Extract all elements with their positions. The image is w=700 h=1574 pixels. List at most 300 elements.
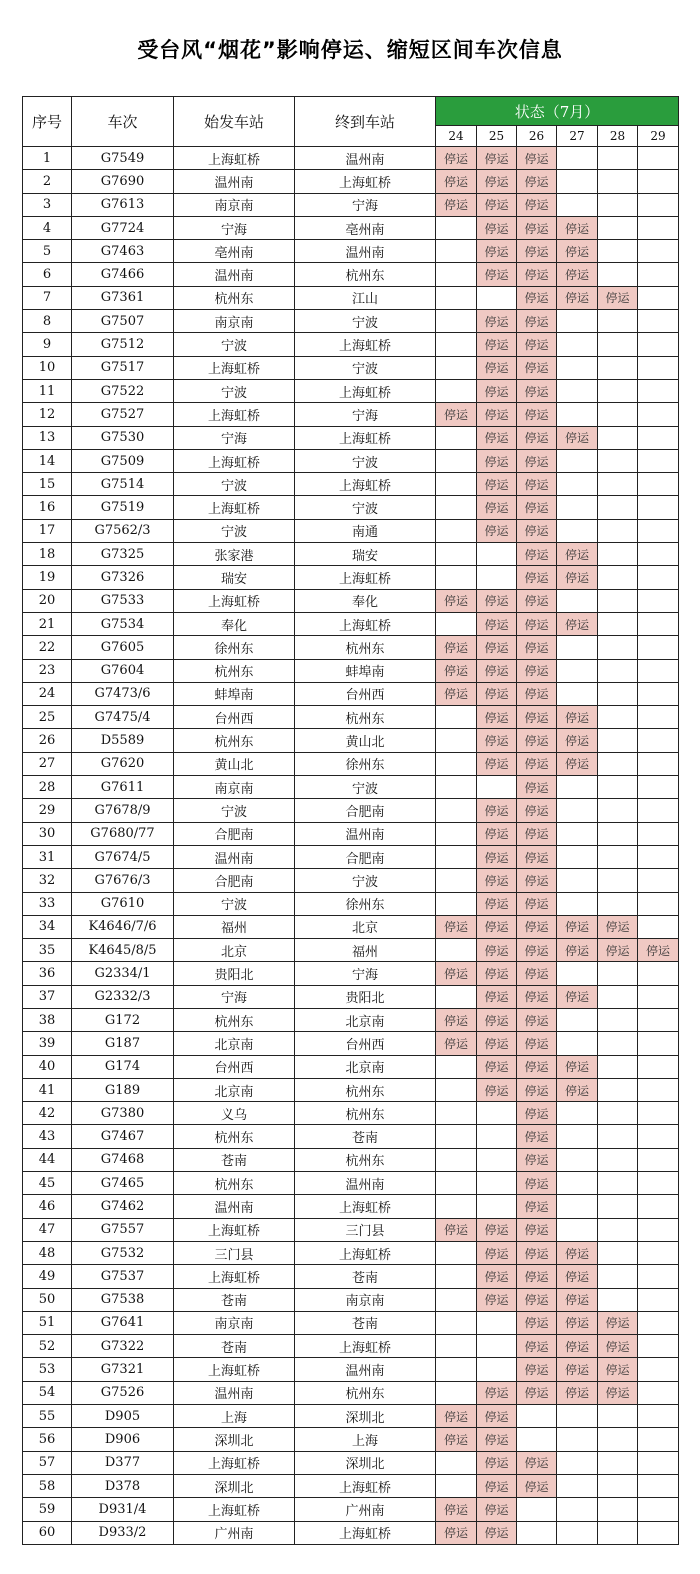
status-cell <box>598 147 638 170</box>
train-number: G2332/3 <box>72 985 174 1008</box>
status-cell <box>638 193 679 216</box>
status-cell <box>557 1148 598 1171</box>
suspended-tag: 停运 <box>524 780 549 795</box>
status-cell <box>638 473 679 496</box>
destination-station: 温州南 <box>295 240 436 263</box>
status-cell <box>598 1405 638 1428</box>
status-cell <box>557 170 598 193</box>
status-cell <box>557 1195 598 1218</box>
destination-station: 杭州东 <box>295 636 436 659</box>
table-row <box>23 822 679 845</box>
status-cell <box>517 892 557 915</box>
suspended-tag: 停运 <box>484 477 509 492</box>
status-cell <box>477 1335 517 1358</box>
status-cell <box>517 403 557 426</box>
status-cell <box>517 1311 557 1334</box>
train-number: G7322 <box>72 1335 174 1358</box>
status-cell <box>638 1288 679 1311</box>
status-cell <box>477 356 517 379</box>
status-cell <box>557 1055 598 1078</box>
status-cell <box>477 496 517 519</box>
suspended-tag: 停运 <box>484 1269 509 1284</box>
train-number: G7562/3 <box>72 519 174 542</box>
suspended-tag: 停运 <box>443 1432 468 1447</box>
status-cell <box>517 776 557 799</box>
table-row <box>23 147 679 170</box>
destination-station: 宁波 <box>295 869 436 892</box>
destination-station: 上海虹桥 <box>295 426 436 449</box>
origin-station: 杭州东 <box>174 659 295 682</box>
status-cell <box>477 892 517 915</box>
destination-station: 上海虹桥 <box>295 1474 436 1497</box>
suspended-tag: 停运 <box>564 1246 589 1261</box>
status-cell <box>638 566 679 589</box>
origin-station: 北京南 <box>174 1032 295 1055</box>
status-cell <box>557 892 598 915</box>
suspended-tag: 停运 <box>443 1036 468 1051</box>
status-cell <box>477 1428 517 1451</box>
status-cell <box>477 1381 517 1404</box>
suspended-tag: 停运 <box>484 827 509 842</box>
header-day: 29 <box>638 126 679 147</box>
suspended-tag: 停运 <box>484 1479 509 1494</box>
destination-station: 温州南 <box>295 1172 436 1195</box>
status-cell <box>436 286 477 309</box>
destination-station: 南京南 <box>295 1288 436 1311</box>
status-cell <box>598 286 638 309</box>
status-cell <box>638 1381 679 1404</box>
table-row <box>23 1405 679 1428</box>
status-cell <box>598 333 638 356</box>
row-index: 32 <box>23 869 72 892</box>
suspended-tag: 停运 <box>524 687 549 702</box>
status-cell <box>436 1498 477 1521</box>
status-cell <box>517 566 557 589</box>
origin-station: 上海虹桥 <box>174 1218 295 1241</box>
status-cell <box>598 869 638 892</box>
suspended-tag: 停运 <box>524 827 549 842</box>
suspended-tag: 停运 <box>484 338 509 353</box>
table-row <box>23 1474 679 1497</box>
train-number: G7522 <box>72 379 174 402</box>
header-day: 25 <box>477 126 517 147</box>
status-cell <box>477 379 517 402</box>
status-cell <box>638 1102 679 1125</box>
train-number: G7676/3 <box>72 869 174 892</box>
status-cell <box>557 1474 598 1497</box>
row-index: 6 <box>23 263 72 286</box>
table-row <box>23 333 679 356</box>
status-cell <box>436 310 477 333</box>
table-row <box>23 356 679 379</box>
status-cell <box>517 1265 557 1288</box>
status-cell <box>436 403 477 426</box>
status-cell <box>517 706 557 729</box>
train-number: G7517 <box>72 356 174 379</box>
status-cell <box>436 1148 477 1171</box>
status-cell <box>436 612 477 635</box>
train-number: G7321 <box>72 1358 174 1381</box>
origin-station: 温州南 <box>174 263 295 286</box>
status-cell <box>517 845 557 868</box>
table-row <box>23 473 679 496</box>
status-cell <box>436 636 477 659</box>
status-cell <box>517 1102 557 1125</box>
origin-station: 宁海 <box>174 426 295 449</box>
status-cell <box>477 915 517 938</box>
table-row <box>23 1032 679 1055</box>
suspended-tag: 停运 <box>484 1036 509 1051</box>
table-row <box>23 1335 679 1358</box>
suspended-tag: 停运 <box>524 1013 549 1028</box>
status-cell <box>477 473 517 496</box>
origin-station: 深圳北 <box>174 1428 295 1451</box>
status-cell <box>517 1381 557 1404</box>
suspended-tag: 停运 <box>484 967 509 982</box>
status-cell <box>557 776 598 799</box>
row-index: 43 <box>23 1125 72 1148</box>
status-cell <box>477 310 517 333</box>
status-cell <box>557 1451 598 1474</box>
suspended-tag: 停运 <box>564 1316 589 1331</box>
suspended-tag: 停运 <box>564 757 589 772</box>
status-cell <box>598 379 638 402</box>
status-cell <box>598 496 638 519</box>
status-cell <box>517 939 557 962</box>
suspended-tag: 停运 <box>484 803 509 818</box>
train-number: G189 <box>72 1078 174 1101</box>
status-cell <box>598 1008 638 1031</box>
train-number: G7463 <box>72 240 174 263</box>
status-cell <box>477 589 517 612</box>
status-cell <box>557 147 598 170</box>
suspended-tag: 停运 <box>564 570 589 585</box>
status-cell <box>598 1265 638 1288</box>
status-cell <box>517 1172 557 1195</box>
destination-station: 徐州东 <box>295 892 436 915</box>
destination-station: 宁海 <box>295 193 436 216</box>
row-index: 51 <box>23 1311 72 1334</box>
status-cell <box>638 682 679 705</box>
suspended-tag: 停运 <box>484 198 509 213</box>
row-index: 46 <box>23 1195 72 1218</box>
origin-station: 杭州东 <box>174 1125 295 1148</box>
status-cell <box>436 1078 477 1101</box>
suspended-tag: 停运 <box>524 1060 549 1075</box>
status-cell <box>557 240 598 263</box>
status-cell <box>477 776 517 799</box>
suspended-tag: 停运 <box>524 1130 549 1145</box>
suspended-tag: 停运 <box>484 687 509 702</box>
status-cell <box>638 1218 679 1241</box>
origin-station: 三门县 <box>174 1241 295 1264</box>
suspended-tag: 停运 <box>484 664 509 679</box>
origin-station: 上海虹桥 <box>174 496 295 519</box>
destination-station: 合肥南 <box>295 845 436 868</box>
status-cell <box>638 845 679 868</box>
destination-station: 上海虹桥 <box>295 566 436 589</box>
header-day: 27 <box>557 126 598 147</box>
suspended-tag: 停运 <box>524 524 549 539</box>
status-cell <box>557 1125 598 1148</box>
suspended-tag: 停运 <box>524 1223 549 1238</box>
status-cell <box>638 1032 679 1055</box>
train-number: G2334/1 <box>72 962 174 985</box>
suspended-tag: 停运 <box>524 570 549 585</box>
train-number: G7533 <box>72 589 174 612</box>
status-cell <box>436 752 477 775</box>
suspended-tag: 停运 <box>484 1409 509 1424</box>
status-cell <box>638 240 679 263</box>
destination-station: 北京 <box>295 915 436 938</box>
status-cell <box>598 612 638 635</box>
suspended-tag: 停运 <box>564 734 589 749</box>
status-cell <box>638 449 679 472</box>
status-cell <box>598 449 638 472</box>
status-cell <box>517 1451 557 1474</box>
train-number: G7325 <box>72 543 174 566</box>
train-number: G7532 <box>72 1241 174 1264</box>
status-cell <box>638 356 679 379</box>
status-cell <box>638 1055 679 1078</box>
suspended-tag: 停运 <box>524 920 549 935</box>
table-row <box>23 962 679 985</box>
status-cell <box>638 286 679 309</box>
suspended-tag: 停运 <box>484 524 509 539</box>
suspended-tag: 停运 <box>484 850 509 865</box>
status-cell <box>517 589 557 612</box>
origin-station: 南京南 <box>174 776 295 799</box>
status-cell <box>477 1195 517 1218</box>
status-cell <box>436 1405 477 1428</box>
train-number: G7465 <box>72 1172 174 1195</box>
status-cell <box>517 240 557 263</box>
suspended-tag: 停运 <box>524 873 549 888</box>
status-cell <box>517 356 557 379</box>
status-cell <box>436 985 477 1008</box>
suspended-tag: 停运 <box>443 1526 468 1541</box>
suspended-tag: 停运 <box>564 1269 589 1284</box>
suspended-tag: 停运 <box>524 1386 549 1401</box>
status-cell <box>477 939 517 962</box>
suspended-tag: 停运 <box>484 431 509 446</box>
status-cell <box>638 985 679 1008</box>
status-cell <box>557 496 598 519</box>
table-row <box>23 799 679 822</box>
suspended-tag: 停运 <box>564 268 589 283</box>
train-number: G187 <box>72 1032 174 1055</box>
status-cell <box>436 1241 477 1264</box>
table-row <box>23 449 679 472</box>
status-cell <box>557 636 598 659</box>
status-cell <box>598 892 638 915</box>
row-index: 25 <box>23 706 72 729</box>
table-row <box>23 1288 679 1311</box>
status-cell <box>557 799 598 822</box>
status-cell <box>638 799 679 822</box>
status-cell <box>517 1032 557 1055</box>
destination-station: 上海虹桥 <box>295 1241 436 1264</box>
status-cell <box>517 659 557 682</box>
suspended-tag: 停运 <box>484 244 509 259</box>
train-number: G174 <box>72 1055 174 1078</box>
row-index: 3 <box>23 193 72 216</box>
status-cell <box>638 659 679 682</box>
status-cell <box>477 706 517 729</box>
status-cell <box>638 379 679 402</box>
suspended-tag: 停运 <box>605 943 630 958</box>
table-row <box>23 1195 679 1218</box>
status-cell <box>638 496 679 519</box>
suspended-tag: 停运 <box>484 990 509 1005</box>
row-index: 34 <box>23 915 72 938</box>
destination-station: 上海虹桥 <box>295 612 436 635</box>
origin-station: 瑞安 <box>174 566 295 589</box>
status-cell <box>638 892 679 915</box>
status-cell <box>477 1125 517 1148</box>
status-cell <box>557 962 598 985</box>
status-cell <box>598 845 638 868</box>
status-cell <box>436 659 477 682</box>
origin-station: 宁波 <box>174 799 295 822</box>
suspended-tag: 停运 <box>484 640 509 655</box>
train-number: K4645/8/5 <box>72 939 174 962</box>
origin-station: 宁波 <box>174 379 295 402</box>
destination-station: 上海虹桥 <box>295 1335 436 1358</box>
status-cell <box>557 333 598 356</box>
table-row <box>23 1521 679 1544</box>
status-cell <box>598 659 638 682</box>
suspended-tag: 停运 <box>484 757 509 772</box>
row-index: 8 <box>23 310 72 333</box>
row-index: 38 <box>23 1008 72 1031</box>
train-number: G7519 <box>72 496 174 519</box>
suspended-tag: 停运 <box>646 943 671 958</box>
suspended-tag: 停运 <box>524 1293 549 1308</box>
suspended-tag: 停运 <box>443 594 468 609</box>
row-index: 4 <box>23 216 72 239</box>
destination-station: 合肥南 <box>295 799 436 822</box>
status-cell <box>517 449 557 472</box>
suspended-tag: 停运 <box>564 431 589 446</box>
suspended-tag: 停运 <box>524 407 549 422</box>
train-number: K4646/7/6 <box>72 915 174 938</box>
suspended-tag: 停运 <box>605 920 630 935</box>
status-cell <box>598 1172 638 1195</box>
origin-station: 徐州东 <box>174 636 295 659</box>
origin-station: 上海虹桥 <box>174 147 295 170</box>
destination-station: 宁波 <box>295 449 436 472</box>
suspended-tag: 停运 <box>484 594 509 609</box>
status-cell <box>638 939 679 962</box>
status-cell <box>477 449 517 472</box>
status-cell <box>517 962 557 985</box>
status-cell <box>598 1474 638 1497</box>
row-index: 26 <box>23 729 72 752</box>
status-cell <box>517 286 557 309</box>
row-index: 30 <box>23 822 72 845</box>
suspended-tag: 停运 <box>564 291 589 306</box>
status-cell <box>557 216 598 239</box>
status-cell <box>517 473 557 496</box>
train-number: G7557 <box>72 1218 174 1241</box>
suspended-tag: 停运 <box>484 920 509 935</box>
status-cell <box>598 170 638 193</box>
suspended-tag: 停运 <box>564 617 589 632</box>
header-day: 26 <box>517 126 557 147</box>
train-number: D378 <box>72 1474 174 1497</box>
origin-station: 广州南 <box>174 1521 295 1544</box>
status-cell <box>436 1474 477 1497</box>
row-index: 18 <box>23 543 72 566</box>
status-cell <box>638 1172 679 1195</box>
suspended-tag: 停运 <box>524 314 549 329</box>
origin-station: 上海虹桥 <box>174 1498 295 1521</box>
status-cell <box>598 1241 638 1264</box>
suspended-tag: 停运 <box>524 198 549 213</box>
status-cell <box>598 193 638 216</box>
status-cell <box>477 1148 517 1171</box>
suspended-tag: 停运 <box>605 1316 630 1331</box>
destination-station: 宁海 <box>295 962 436 985</box>
train-number: G7466 <box>72 263 174 286</box>
table-row <box>23 310 679 333</box>
train-number: G7537 <box>72 1265 174 1288</box>
status-cell <box>477 752 517 775</box>
train-number: D931/4 <box>72 1498 174 1521</box>
suspended-tag: 停运 <box>484 1502 509 1517</box>
train-number: D906 <box>72 1428 174 1451</box>
suspended-tag: 停运 <box>484 1246 509 1261</box>
status-cell <box>436 939 477 962</box>
row-index: 40 <box>23 1055 72 1078</box>
status-cell <box>436 1032 477 1055</box>
header-train: 车次 <box>72 97 174 147</box>
origin-station: 温州南 <box>174 1381 295 1404</box>
status-cell <box>557 822 598 845</box>
status-cell <box>557 985 598 1008</box>
status-cell <box>557 612 598 635</box>
row-index: 21 <box>23 612 72 635</box>
status-cell <box>477 985 517 1008</box>
status-cell <box>598 1102 638 1125</box>
status-cell <box>557 356 598 379</box>
table-row <box>23 636 679 659</box>
table-row <box>23 170 679 193</box>
train-number: G7724 <box>72 216 174 239</box>
suspended-tag: 停运 <box>484 1223 509 1238</box>
suspended-tag: 停运 <box>524 338 549 353</box>
status-cell <box>477 682 517 705</box>
status-cell <box>477 333 517 356</box>
suspended-tag: 停运 <box>484 617 509 632</box>
table-row <box>23 985 679 1008</box>
table-row <box>23 543 679 566</box>
origin-station: 杭州东 <box>174 729 295 752</box>
status-cell <box>598 729 638 752</box>
origin-station: 台州西 <box>174 706 295 729</box>
status-cell <box>638 170 679 193</box>
status-cell <box>638 1451 679 1474</box>
train-number: G7467 <box>72 1125 174 1148</box>
suspended-tag: 停运 <box>524 1479 549 1494</box>
destination-station: 北京南 <box>295 1008 436 1031</box>
status-cell <box>477 1055 517 1078</box>
status-cell <box>436 519 477 542</box>
train-number: G7678/9 <box>72 799 174 822</box>
suspended-tag: 停运 <box>524 291 549 306</box>
header-day: 28 <box>598 126 638 147</box>
